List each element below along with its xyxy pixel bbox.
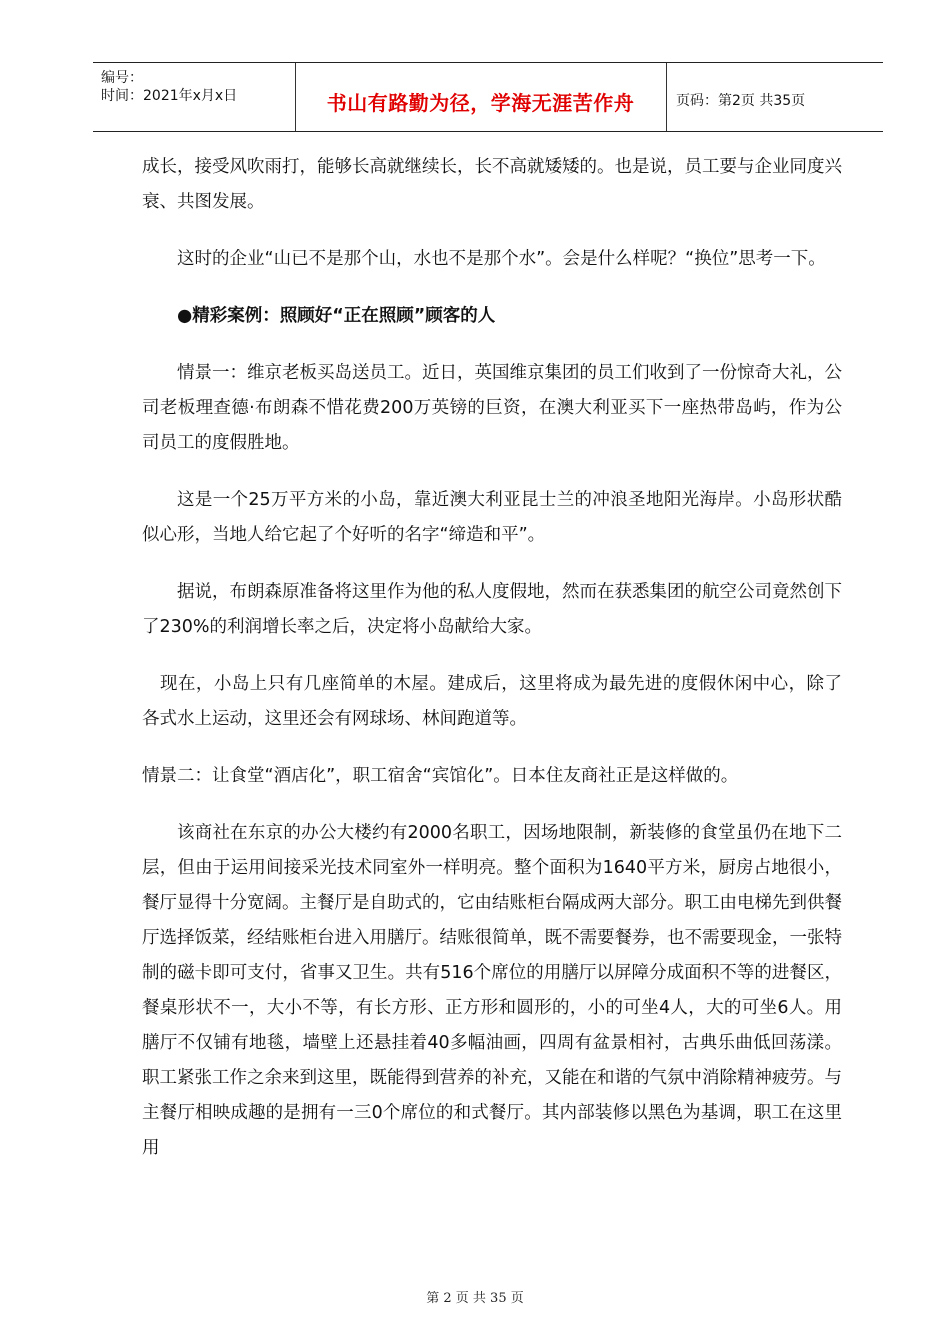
header-left-cell [93,63,296,131]
paragraph-scene-1: 情景一：维京老板买岛送员工。近日，英国维京集团的员工们收到了一份惊奇大礼，公司老板理查德·布朗森不惜花费200万英镑的巨资，在澳大利亚买下一座热带岛屿，作为公司员工的度假胜地。 [142,363,842,453]
paragraph-island: 这是一个25万平方米的小岛，靠近澳大利亚昆士兰的冲浪圣地阳光海岸。小岛形状酷似心形，当地人给它起了个好听的名字“缔造和平”。 [142,490,842,545]
time-label: 时间：2021年x月x日 [101,88,238,104]
paragraph-branson: 据说，布朗森原准备将这里作为他的私人度假地，然而在获悉集团的航空公司竟然创下了230%的利润增长率之后，决定将小岛献给大家。 [142,582,842,637]
page-header [93,62,883,132]
paragraph-1: 成长，接受风吹雨打，能够长高就继续长，长不高就矮矮的。也是说，员工要与企业同度兴衰、共图发展。 [142,157,842,212]
header-motto-cell [295,63,667,131]
number-label: 编号： [101,70,143,86]
paragraph-sumitomo: 该商社在东京的办公大楼约有2000名职工，因场地限制，新装修的食堂虽仍在地下二层，但由于运用间接采光技术同室外一样明亮。整个面积为1640平方米，厨房占地很小，餐厅显得十分宽阔。主餐厅是自助式的，它由结账柜台隔成两大部分。职工由电梯先到供餐厅选择饭菜，经结账柜台进入用膳厅。结账很简单，既不需要餐券，也不需要现金，一张特制的磁卡即可支付，省事又卫生。共有516个席位的用膳厅以屏障分成面积不等的进餐区，餐桌形状不一，大小不等，有长方形、正方形和圆形的，小的可坐4人，大的可坐6人。用膳厅不仅铺有地毯，墙壁上还悬挂着40多幅油画，四周有盆景相衬，古典乐曲低回荡漾。职工紧张工作之余来到这里，既能得到营养的补充，又能在和谐的气氛中消除精神疲劳。与主餐厅相映成趣的是拥有一三0个席位的和式餐厅。其内部装修以黑色为基调，职工在这里用 [142,823,842,1158]
paragraph-scene-2: 情景二：让食堂“酒店化”，职工宿舍“宾馆化”。日本住友商社正是这样做的。 [142,766,739,786]
header-motto: 书山有路勤为径，学海无涯苦作舟 [326,91,635,115]
document-body [142,150,842,1166]
header-page-cell [666,63,883,131]
page-footer: 第 2 页 共 35 页 [426,1291,524,1306]
paragraph-now: 现在，小岛上只有几座简单的木屋。建成后，这里将成为最先进的度假休闲中心，除了各式水上运动，这里还会有网球场、林间跑道等。 [142,674,842,729]
header-page-info: 页码：第2页 共35页 [676,93,806,109]
paragraph-2: 这时的企业“山已不是那个山，水也不是那个水”。会是什么样呢？“换位”思考一下。 [177,249,826,269]
case-title: ●精彩案例：照顾好“正在照顾”顾客的人 [177,306,496,326]
